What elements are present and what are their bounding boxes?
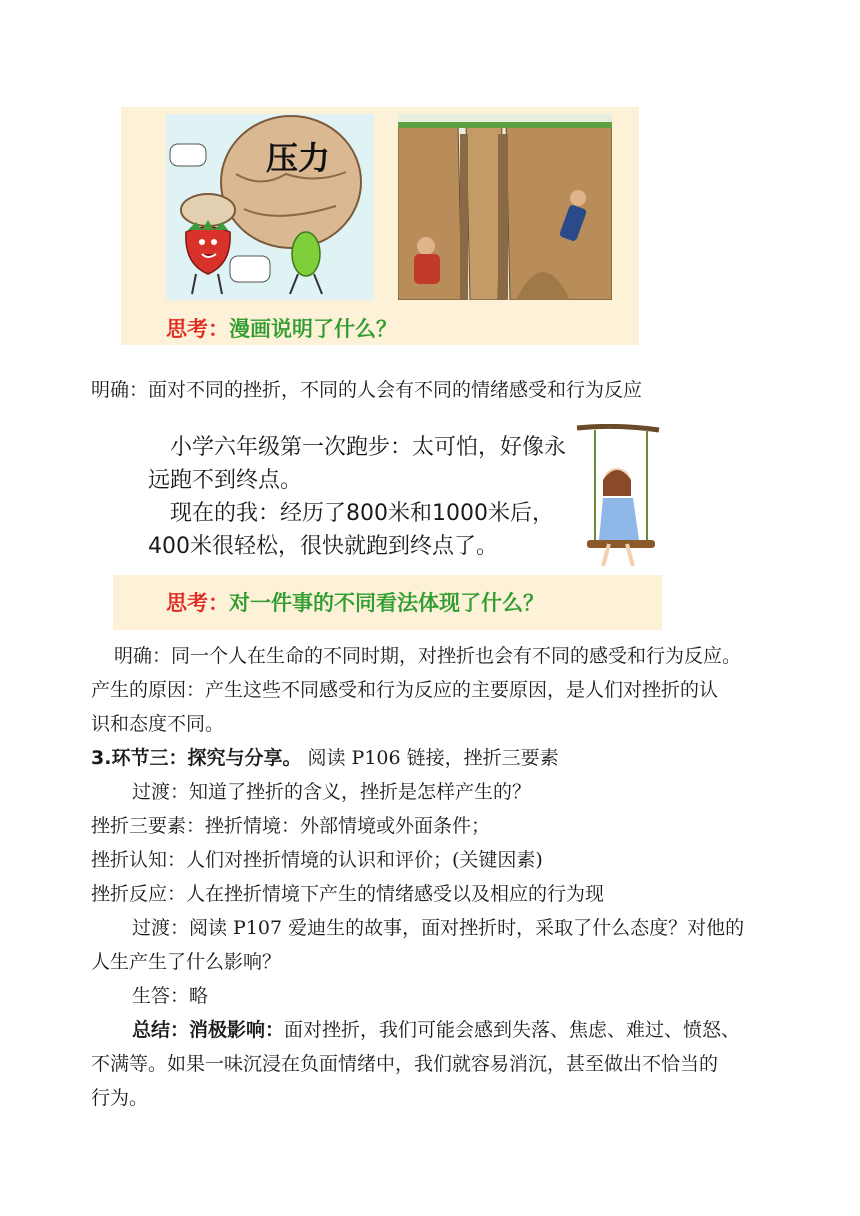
paragraph-8b: 人生产生了什么影响？ bbox=[91, 951, 282, 973]
paragraph-5: 挫折三要素：挫折情境：外部情境或外面条件； bbox=[91, 815, 491, 837]
summary-line-2: 不满等。如果一味沉浸在负面情绪中，我们就容易消沉，甚至做出不恰当的 bbox=[91, 1053, 719, 1075]
running-caption bbox=[166, 588, 544, 618]
caption-prefix: 思考： bbox=[166, 317, 229, 341]
paragraph-4: 过渡：知道了挫折的含义，挫折是怎样产生的？ bbox=[132, 781, 532, 803]
section-3-title: 3.环节三：探究与分享。 bbox=[91, 747, 302, 769]
story-line-2: 现在的我：经历了800米和1000米后，400米很轻松，很快就跑到终点了。 bbox=[148, 501, 554, 559]
caption-prefix: 思考： bbox=[166, 591, 229, 615]
girl-on-swing-image bbox=[573, 424, 662, 574]
paragraph-2a: 明确：同一个人在生命的不同时期，对挫折也会有不同的感受和行为反应。 bbox=[114, 645, 742, 667]
summary-label: 总结：消极影响： bbox=[132, 1019, 285, 1041]
summary-paragraph bbox=[132, 1018, 740, 1042]
paragraph-9: 生答：略 bbox=[132, 985, 209, 1007]
summary-text: 面对挫折，我们可能会感到失落、焦虑、难过、愤怒、 bbox=[284, 1019, 741, 1041]
paragraph-7: 挫折反应：人在挫折情境下产生的情绪感受以及相应的行为现 bbox=[91, 883, 605, 905]
paragraph-2b: 产生的原因：产生这些不同感受和行为反应的主要原因，是人们对挫折的认 bbox=[91, 679, 719, 701]
paragraph-8a: 过渡：阅读 P107 爱迪生的故事，面对挫折时，采取了什么态度？对他的 bbox=[132, 917, 745, 939]
section-3-note: 阅读 P106 链接，挫折三要素 bbox=[301, 747, 559, 769]
cliff-comic-image bbox=[398, 114, 612, 300]
running-story-text bbox=[148, 431, 568, 563]
paragraph-1: 明确：面对不同的挫折，不同的人会有不同的情绪感受和行为反应 bbox=[91, 379, 643, 401]
story-line-1: 小学六年级第一次跑步：太可怕，好像永远跑不到终点。 bbox=[148, 435, 567, 493]
section-3-heading bbox=[91, 746, 559, 770]
comic-caption bbox=[166, 314, 397, 344]
pressure-comic-image bbox=[166, 114, 374, 300]
summary-line-3: 行为。 bbox=[91, 1087, 149, 1109]
pressure-label: 压力 bbox=[266, 139, 331, 177]
caption-question: 对一件事的不同看法体现了什么？ bbox=[229, 591, 544, 615]
paragraph-2c: 识和态度不同。 bbox=[91, 713, 225, 735]
caption-question: 漫画说明了什么？ bbox=[229, 317, 397, 341]
paragraph-6: 挫折认知：人们对挫折情境的认识和评价；(关键因素) bbox=[91, 849, 543, 871]
